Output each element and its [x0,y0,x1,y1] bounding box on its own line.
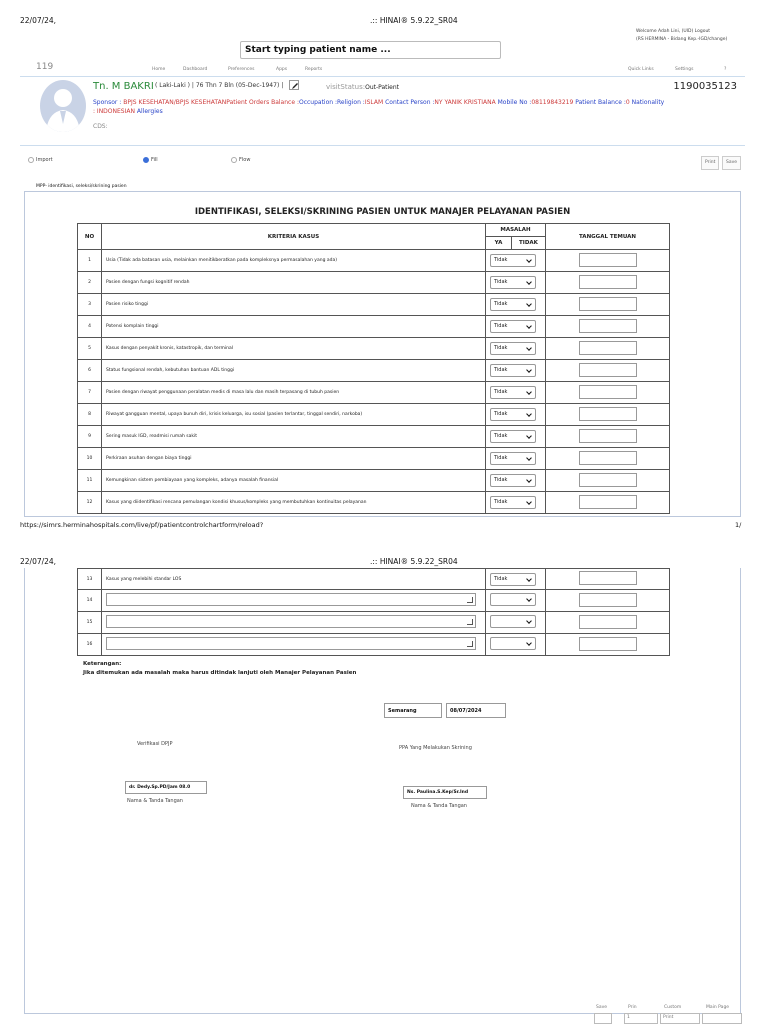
cds-label: CDS: [93,123,108,130]
table-row-custom [78,590,670,612]
balance-label: Patient Balance : [575,99,626,106]
row-criteria: Kasus yang diidentifikasi rencana pemulangan kondisi khusus/kompleks yang membutuhkan kontinuitas pelayanan [102,492,486,514]
ppa-sign-caption: Nama & Tanda Tangan [411,803,467,809]
nav-quick-links[interactable]: Quick Links [628,67,654,72]
bottom-main-page-label[interactable]: Main Page [706,1005,730,1010]
patient-name[interactable]: Tn. M BAKRI [93,81,154,92]
patient-meta [93,98,743,116]
bottom-page-box[interactable]: 1 [624,1013,658,1024]
footer-url: https://simrs.herminahospitals.com/live/pf/patientcontrolchartform/reload? [20,521,264,529]
date-input[interactable]: 08/07/2024 [446,703,506,718]
col-ya: YA [486,237,512,250]
col-masalah: MASALAH [486,224,546,237]
page-number: 1/ [735,521,742,529]
criteria-table [77,223,670,514]
table-row [78,426,670,448]
table-row [78,316,670,338]
table-row [78,250,670,272]
row-no: 14 [78,590,102,612]
table-row [78,382,670,404]
masalah-select[interactable]: Tidak [490,452,536,465]
row-criteria: Status fungsional rendah, kebutuhan bantuan ADL tinggi [102,360,486,382]
nav-settings[interactable]: Settings [675,67,694,72]
counter: 119 [36,62,54,72]
tanggal-input[interactable] [579,385,637,399]
ppa-name-input[interactable]: Ns. Paulina.S.Kep/Sr.Ind [403,786,487,799]
table-row [78,448,670,470]
tanggal-input[interactable] [579,253,637,267]
masalah-select[interactable]: Tidak [490,364,536,377]
row-criteria: Pasien dengan riwayat penggunaan peralatan medis di masa lalu dan masih terpasang di tubuh pasien [102,382,486,404]
nav-dashboard[interactable]: Dashboard [183,67,208,72]
col-tanggal: TANGGAL TEMUAN [546,224,670,250]
print-button[interactable]: Print [701,156,719,170]
bottom-print-label[interactable]: Prin [628,1005,637,1010]
nav-reports[interactable]: Reports [305,67,323,72]
row-no: 4 [78,316,102,338]
form-panel [24,191,741,517]
mobile-value: 08119843219 [531,99,574,106]
contact-value: NY YANIK KRISTIANA [434,99,496,106]
row-no: 6 [78,360,102,382]
row-no: 10 [78,448,102,470]
app-title: .:: HINAI® 5.9.22_SR04 [370,16,458,25]
patient-banner [20,76,745,146]
masalah-select[interactable]: Tidak [490,386,536,399]
masalah-select[interactable] [490,615,536,628]
location-line[interactable]: (RS HERMINA - Bidang Kep.-IGD/change) [636,37,728,42]
sponsor-value: BPJS KESEHATAN/BPJS KESEHATAN [123,99,227,106]
masalah-select[interactable] [490,593,536,606]
allergies-label[interactable]: Allergies [136,108,163,115]
edit-icon[interactable] [289,80,299,90]
row-criteria: Pasien dengan fungsi kognitif rendah [102,272,486,294]
row-no: 2 [78,272,102,294]
row-criteria: Perkiraan asuhan dengan biaya tinggi [102,448,486,470]
row-no: 13 [78,569,102,590]
tanggal-input[interactable] [579,297,637,311]
masalah-select[interactable]: Tidak [490,408,536,421]
verifikasi-label: Verifikasi DPJP [137,741,173,747]
ppa-label: PPA Yang Melakukan Skrining [399,745,472,751]
row-no: 15 [78,612,102,634]
nav-home[interactable]: Home [152,67,166,72]
tanggal-input[interactable] [579,407,637,421]
visit-status [326,83,399,91]
dpjp-sign-caption: Nama & Tanda Tangan [127,798,183,804]
row-no: 1 [78,250,102,272]
mode-import-label: Import [36,157,53,163]
nationality-label: Nationality [631,99,665,106]
masalah-select[interactable]: Tidak [490,496,536,509]
row-no: 12 [78,492,102,514]
breadcrumb: MPP- identifikasi, seleksi/skrining pasien [36,184,127,189]
form-panel-2 [24,568,741,1014]
mode-flow-radio[interactable] [231,157,250,163]
row-no: 3 [78,294,102,316]
nav-apps[interactable]: Apps [276,67,288,72]
table-row [78,294,670,316]
row-no: 7 [78,382,102,404]
visit-status-value: Out-Patient [365,84,400,91]
avatar [40,80,86,132]
row-no: 16 [78,634,102,656]
tanggal-input[interactable] [579,319,637,333]
table-row [78,338,670,360]
dpjp-name-input[interactable]: dr. Dedy.Sp.PD/Jam 08.0 [125,781,207,794]
bottom-print-box[interactable]: Print [660,1013,700,1024]
custom-criteria-textarea[interactable] [106,615,476,628]
row-criteria: Kasus dengan penyakit kronis, katastropik, dan terminal [102,338,486,360]
masalah-select[interactable]: Tidak [490,276,536,289]
row-no: 5 [78,338,102,360]
col-no: NO [78,224,102,250]
patient-id: 1190035123 [673,81,737,92]
notes-label: Keterangan: [83,661,122,667]
tanggal-input[interactable] [579,473,637,487]
col-tidak: TIDAK [512,237,546,250]
app-title-2: .:: HINAI® 5.9.22_SR04 [370,557,458,566]
tanggal-input[interactable] [579,571,637,585]
tanggal-input[interactable] [579,275,637,289]
tanggal-input[interactable] [579,451,637,465]
tanggal-input[interactable] [579,593,637,607]
table-row [78,404,670,426]
masalah-select[interactable]: Tidak [490,254,536,267]
table-row-custom [78,634,670,656]
user-avatar-icon [40,80,86,132]
welcome-line[interactable]: Welcome Adah Lini, (UID) Logout [636,29,711,34]
occupation-label: Occupation : [298,99,337,106]
tanggal-input[interactable] [579,363,637,377]
mode-fill-radio[interactable] [143,157,158,163]
city-input[interactable]: Semarang [384,703,442,718]
masalah-select[interactable]: Tidak [490,430,536,443]
masalah-select[interactable]: Tidak [490,342,536,355]
nav-help[interactable]: ? [724,67,727,72]
mode-import-radio[interactable] [28,157,53,163]
criteria-table-2 [77,568,670,656]
nationality-value: : INDONESIAN [93,108,135,115]
tanggal-input[interactable] [579,341,637,355]
tanggal-input[interactable] [579,429,637,443]
patient-search-input[interactable]: Start typing patient name ... [240,41,501,59]
contact-label: Contact Person : [385,99,435,106]
row-no: 9 [78,426,102,448]
custom-criteria-textarea[interactable] [106,593,476,606]
tanggal-input[interactable] [579,495,637,509]
row-no: 8 [78,404,102,426]
table-row [78,470,670,492]
row-criteria: Potensi komplain tinggi [102,316,486,338]
bottom-main-box[interactable] [702,1013,742,1024]
mobile-label: Mobile No : [497,99,532,106]
row-criteria: Sering masuk IGD, readmisi rumah sakit [102,426,486,448]
row-no: 11 [78,470,102,492]
row-criteria: Riwayat gangguan mental, upaya bunuh diri, krisis keluarga, isu sosial (pasien terlantar, tinggal sendiri, narkoba) [102,404,486,426]
print-date-2: 22/07/24, [20,557,57,566]
row-criteria: Pasien risiko tinggi [102,294,486,316]
sponsor-label: Sponsor : [93,99,122,106]
masalah-select[interactable] [490,637,536,650]
table-row [78,569,670,590]
masalah-select[interactable]: Tidak [490,474,536,487]
bottom-custom-label[interactable]: Custom [664,1005,682,1010]
row-criteria: Kasus yang melebihi standar LOS [102,569,486,590]
custom-criteria-textarea[interactable] [106,637,476,650]
row-criteria: Usia (Tidak ada batasan usia, melainkan menitikberatkan pada kompleksnya permasalahan yang ada) [102,250,486,272]
nav-preferences[interactable]: Preferences [228,67,255,72]
masalah-select[interactable]: Tidak [490,573,536,586]
mode-fill-label: Fill [151,157,158,163]
balance-value: 0 [625,99,630,106]
print-date: 22/07/24, [20,16,57,25]
table-row-custom [78,612,670,634]
bottom-save-label[interactable]: Save [596,1005,608,1010]
radio-selected-icon [143,157,149,163]
visit-status-label: visitStatus: [326,83,366,91]
orders-balance-label: Patient Orders Balance : [226,99,299,106]
tanggal-input[interactable] [579,637,637,651]
col-kriteria: KRITERIA KASUS [102,224,486,250]
table-row [78,272,670,294]
row-criteria: Kemungkinan sistem pembiayaan yang kompleks, adanya masalah finansial [102,470,486,492]
masalah-select[interactable]: Tidak [490,298,536,311]
save-button[interactable]: Save [722,156,741,170]
radio-icon [231,157,237,163]
radio-icon [28,157,34,163]
table-row [78,360,670,382]
mode-flow-label: Flow [239,157,251,163]
religion-value: ISLAM [364,99,384,106]
masalah-select[interactable]: Tidak [490,320,536,333]
bottom-save-box[interactable] [594,1013,612,1024]
tanggal-input[interactable] [579,615,637,629]
patient-info: ( Laki-Laki ) | 76 Thn 7 Bln (05-Dec-1947) | [155,82,284,89]
notes-text: Jika ditemukan ada masalah maka harus ditindak lanjuti oleh Manajer Pelayanan Pasien [83,670,357,676]
religion-label: Religion : [337,99,365,106]
form-title: IDENTIFIKASI, SELEKSI/SKRINING PASIEN UNTUK MANAJER PELAYANAN PASIEN [194,207,571,217]
table-row [78,492,670,514]
